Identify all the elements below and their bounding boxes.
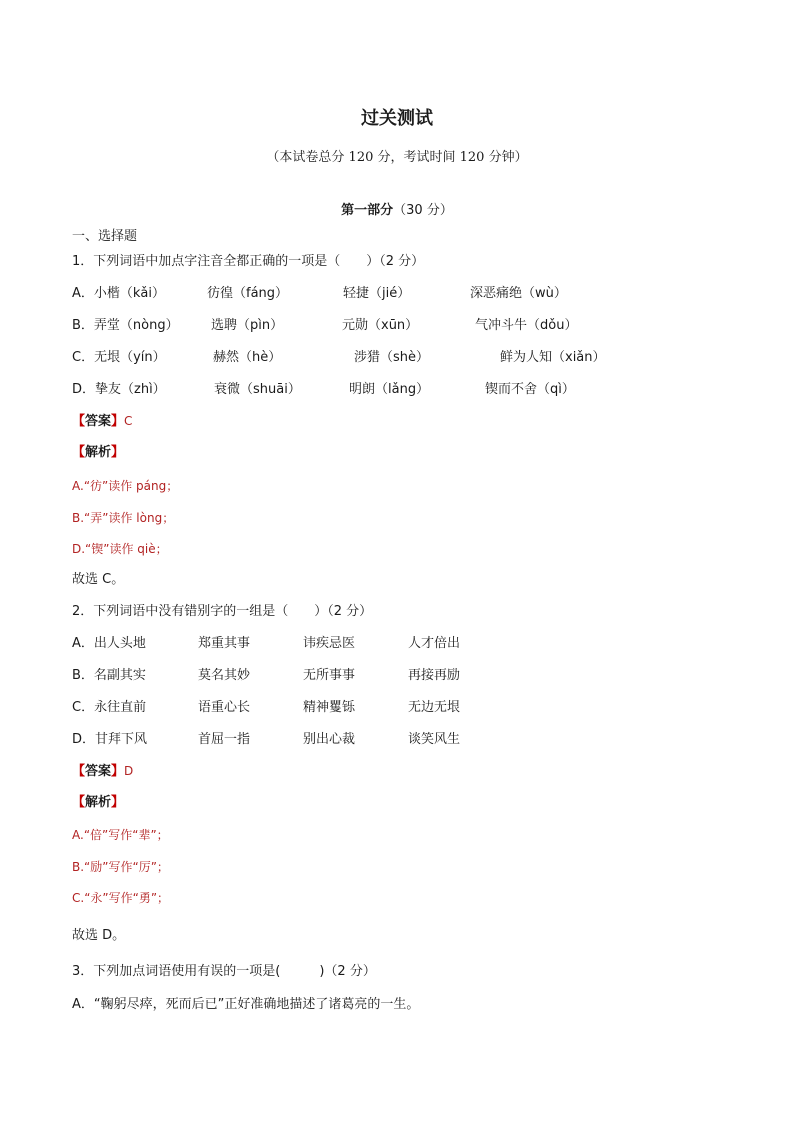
q1-answer — [72, 412, 132, 431]
q2-conclusion: 故选 D。 — [72, 928, 126, 943]
q3-stem: 3．下列加点词语使用有误的一项是( )（2 分） — [72, 964, 376, 979]
q2-option-d-1: D．甘拜下风 — [72, 732, 148, 747]
q2-analysis-line-2: B.“励”写作“厉”； — [72, 860, 169, 874]
q2-analysis-heading — [72, 794, 124, 812]
q2-option-b-1: B．名副其实 — [72, 668, 146, 683]
q2-option-b-3: 无所事事 — [303, 668, 356, 683]
q2-answer-value: D — [124, 764, 134, 778]
q1-analysis-line-3: D.“锲”读作 qiè； — [72, 542, 168, 556]
q2-option-d-3: 别出心裁 — [303, 732, 356, 747]
q2-option-b-4: 再接再励 — [408, 668, 461, 683]
q1-conclusion: 故选 C。 — [72, 572, 125, 587]
q2-option-a-2: 郑重其事 — [198, 636, 251, 651]
q2-option-a-1: A．出人头地 — [72, 636, 146, 651]
q2-option-c-1: C．永往直前 — [72, 700, 147, 715]
section-heading: 一、选择题 — [72, 229, 138, 244]
q1-option-b-2: 选聘（pìn） — [211, 318, 284, 333]
q2-answer — [72, 762, 133, 781]
q2-analysis-tag: 【解析】 — [72, 795, 125, 810]
part-score: （30 分） — [393, 203, 453, 218]
q1-option-b-4: 气冲斗牛（dǒu） — [475, 318, 578, 333]
q2-analysis-line-3: C.“永”写作“勇”； — [72, 891, 170, 905]
q2-option-d-2: 首屈一指 — [198, 732, 251, 747]
part-name: 第一部分 — [341, 203, 394, 218]
q1-option-c-1: C．无垠（yín） — [72, 350, 166, 365]
part-heading — [0, 199, 794, 218]
q1-option-c-4: 鲜为人知（xiǎn） — [500, 350, 606, 365]
q1-option-b-1: B．弄堂（nòng） — [72, 318, 179, 333]
q2-option-a-4: 人才倍出 — [408, 636, 461, 651]
q1-option-c-2: 赫然（hè） — [213, 350, 282, 365]
q1-option-d-4: 锲而不舍（qì） — [485, 382, 575, 397]
q2-option-c-2: 语重心长 — [198, 700, 251, 715]
exam-subtitle: （本试卷总分 120 分，考试时间 120 分钟） — [266, 150, 528, 165]
q1-option-a-4: 深恶痛绝（wù） — [470, 286, 567, 301]
q3-option-a: A．“鞠躬尽瘁，死而后已”正好准确地描述了诸葛亮的一生。 — [72, 997, 420, 1012]
page-title: 过关测试 — [361, 108, 433, 129]
q2-option-b-2: 莫名其妙 — [198, 668, 251, 683]
q1-option-d-2: 衰微（shuāi） — [214, 382, 301, 397]
q1-analysis-tag: 【解析】 — [72, 445, 125, 460]
q2-option-a-3: 讳疾忌医 — [303, 636, 356, 651]
q1-option-a-3: 轻捷（jié） — [343, 286, 411, 301]
q1-stem: 1．下列词语中加点字注音全都正确的一项是（ ）（2 分） — [72, 254, 425, 269]
q1-analysis-line-2: B.“弄”读作 lòng； — [72, 511, 175, 525]
q1-option-a-2: 彷徨（fáng） — [207, 286, 289, 301]
q1-option-b-3: 元勋（xūn） — [342, 318, 419, 333]
q1-option-d-3: 明朗（lǎng） — [349, 382, 430, 397]
q2-stem: 2．下列词语中没有错别字的一组是（ ）（2 分） — [72, 604, 373, 619]
q1-option-c-3: 涉猎（shè） — [354, 350, 430, 365]
q2-analysis-line-1: A.“倍”写作“辈”； — [72, 828, 169, 842]
q1-option-a-1: A．小楷（kǎi） — [72, 286, 165, 301]
q1-analysis-heading — [72, 444, 124, 462]
q2-option-c-4: 无边无垠 — [408, 700, 461, 715]
q1-answer-value: C — [124, 414, 133, 428]
q2-answer-tag: 【答案】 — [72, 764, 125, 779]
q1-answer-tag: 【答案】 — [72, 414, 125, 429]
q2-option-d-4: 谈笑风生 — [408, 732, 461, 747]
q1-option-d-1: D．挚友（zhì） — [72, 382, 166, 397]
q1-analysis-line-1: A.“彷”读作 páng； — [72, 479, 179, 493]
q2-option-c-3: 精神矍铄 — [303, 700, 356, 715]
